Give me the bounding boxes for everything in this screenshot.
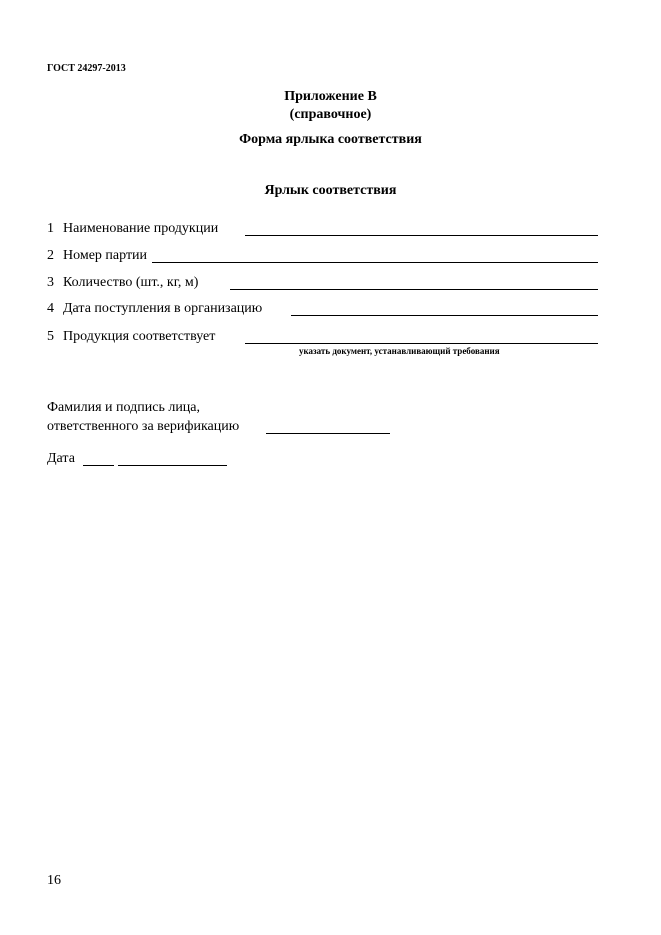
field-row-5 <box>47 329 215 345</box>
field-input-line-4[interactable] <box>291 315 598 316</box>
form-title: Форма ярлыка соответствия <box>239 132 422 147</box>
date-day-line[interactable] <box>83 465 114 466</box>
requirement-hint: указать документ, устанавливающий требования <box>299 346 500 356</box>
field-row-1 <box>47 221 218 237</box>
page-number: 16 <box>47 873 61 888</box>
signature-label-line1: Фамилия и подпись лица, <box>47 400 201 415</box>
signature-input-line[interactable] <box>266 433 390 434</box>
date-label: Дата <box>47 451 75 466</box>
field-label: Номер партии <box>63 248 148 263</box>
field-label: Наименование продукции <box>63 221 219 236</box>
field-label: Дата поступления в организацию <box>63 301 263 316</box>
field-number: 5 <box>47 329 54 344</box>
field-input-line-2[interactable] <box>152 262 598 263</box>
field-number: 3 <box>47 275 54 290</box>
field-input-line-5[interactable] <box>245 343 598 344</box>
appendix-title: Приложение В <box>284 89 377 104</box>
date-month-year-line[interactable] <box>118 465 227 466</box>
field-row-3 <box>47 275 198 291</box>
field-row-4 <box>47 301 262 317</box>
field-label: Количество (шт., кг, м) <box>63 275 199 290</box>
field-label: Продукция соответствует <box>63 329 216 344</box>
field-input-line-3[interactable] <box>230 289 598 290</box>
field-number: 1 <box>47 221 54 236</box>
field-input-line-1[interactable] <box>245 235 598 236</box>
label-title: Ярлык соответствия <box>264 183 397 198</box>
field-number: 4 <box>47 301 54 316</box>
field-number: 2 <box>47 248 54 263</box>
standard-code: ГОСТ 24297-2013 <box>47 63 126 74</box>
appendix-subtitle: (справочное) <box>289 107 372 122</box>
signature-label-line2: ответственного за верификацию <box>47 419 240 434</box>
field-row-2 <box>47 248 147 264</box>
